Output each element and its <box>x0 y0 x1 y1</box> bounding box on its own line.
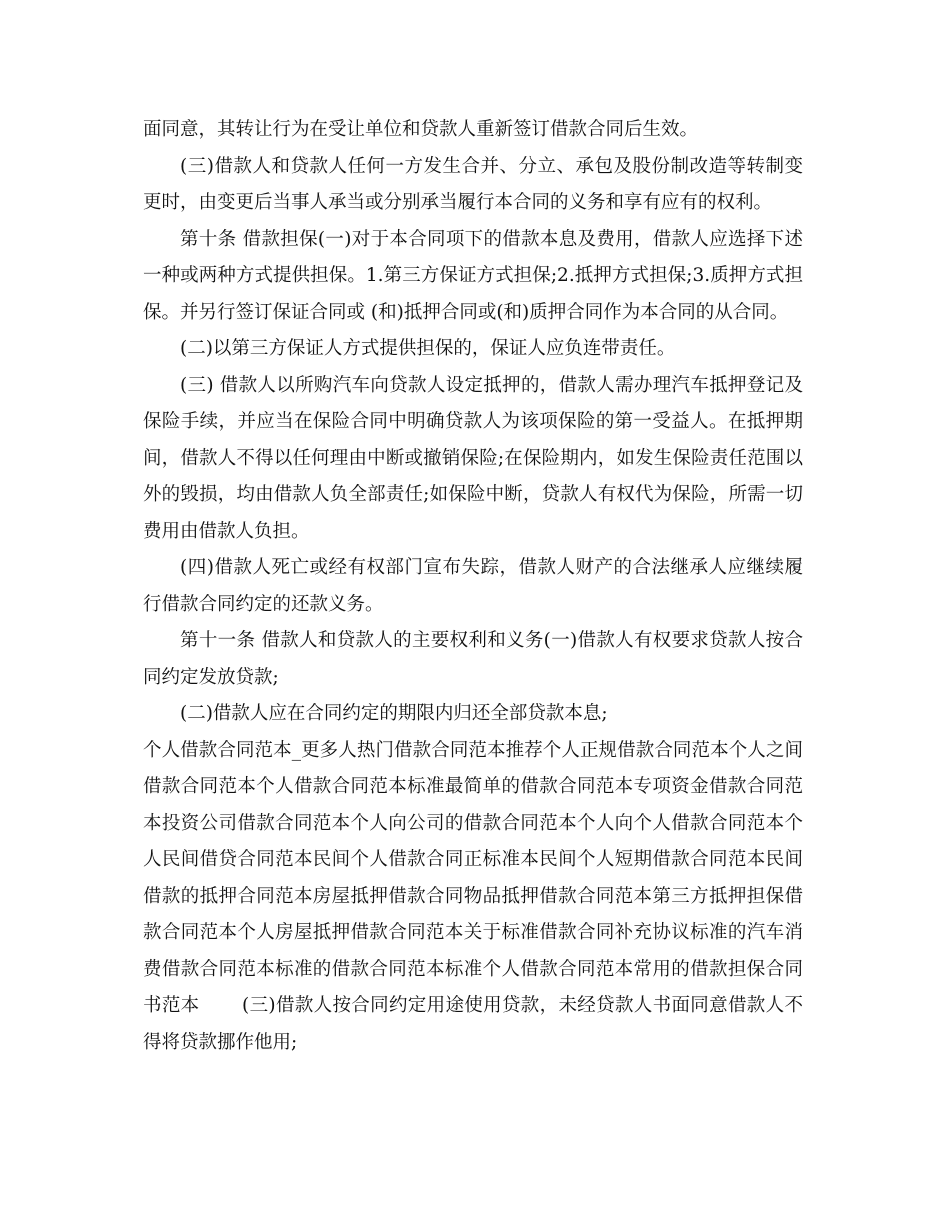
paragraph-1: 面同意，其转让行为在受让单位和贷款人重新签订借款合同后生效。 <box>143 119 699 140</box>
paragraph-article-10: 第十条 借款担保(一)对于本合同项下的借款本息及费用，借款人应选择下述一种或两种方式提供担保。1.第三方保证方式担保;2.抵押方式担保;3.质押方式担保。并另行签订保证合同或 (和)抵押合同或(和)质押合同作为本合同的从合同。 <box>143 228 803 323</box>
paragraph-8: (二)借款人应在合同约定的期限内归还全部贷款本息; <box>180 703 608 724</box>
document-body <box>143 112 803 1061</box>
paragraph-article-11: 第十一条 借款人和贷款人的主要权利和义务(一)借款人有权要求贷款人按合同约定发放贷款; <box>143 630 803 688</box>
paragraph-6: (四)借款人死亡或经有权部门宣布失踪，借款人财产的合法继承人应继续履行借款合同约定的还款义务。 <box>143 557 803 615</box>
continuation-text: (三)借款人按合同约定用途使用贷款，未经贷款人书面同意借款人不得将贷款挪作他用; <box>143 995 803 1053</box>
paragraph-5: (三) 借款人以所购汽车向贷款人设定抵押的，借款人需办理汽车抵押登记及保险手续，并应当在保险合同中明确贷款人为该项保险的第一受益人。在抵押期间，借款人不得以任何理由中断或撤销保险;在保险期内，如发生保险责任范围以外的毁损，均由借款人负全部责任;如保险中断，贷款人有权代为保险，所需一切费用由借款人负担。 <box>143 374 803 542</box>
paragraph-4: (二)以第三方保证人方式提供担保的，保证人应负连带责任。 <box>180 338 676 359</box>
related-contracts-block <box>143 733 803 1062</box>
paragraph-2: (三)借款人和贷款人任何一方发生合并、分立、承包及股份制改造等转制变更时，由变更后当事人承当或分别承当履行本合同的义务和享有应有的权利。 <box>143 155 803 213</box>
related-contracts-text: 个人借款合同范本_更多人热门借款合同范本推荐个人正规借款合同范本个人之间借款合同范本个人借款合同范本标准最简单的借款合同范本专项资金借款合同范本投资公司借款合同范本个人向公司的借款合同范本个人向个人借款合同范本个人民间借贷合同范本民间个人借款合同正标准本民间个人短期借款合同范本民间借款的抵押合同范本房屋抵押借款合同物品抵押借款合同范本第三方抵押担保借款合同范本个人房屋抵押借款合同范本关于标准借款合同补充协议标准的汽车消费借款合同范本标准的借款合同范本标准个人借款合同范本常用的借款担保合同书范本 <box>143 739 803 1016</box>
